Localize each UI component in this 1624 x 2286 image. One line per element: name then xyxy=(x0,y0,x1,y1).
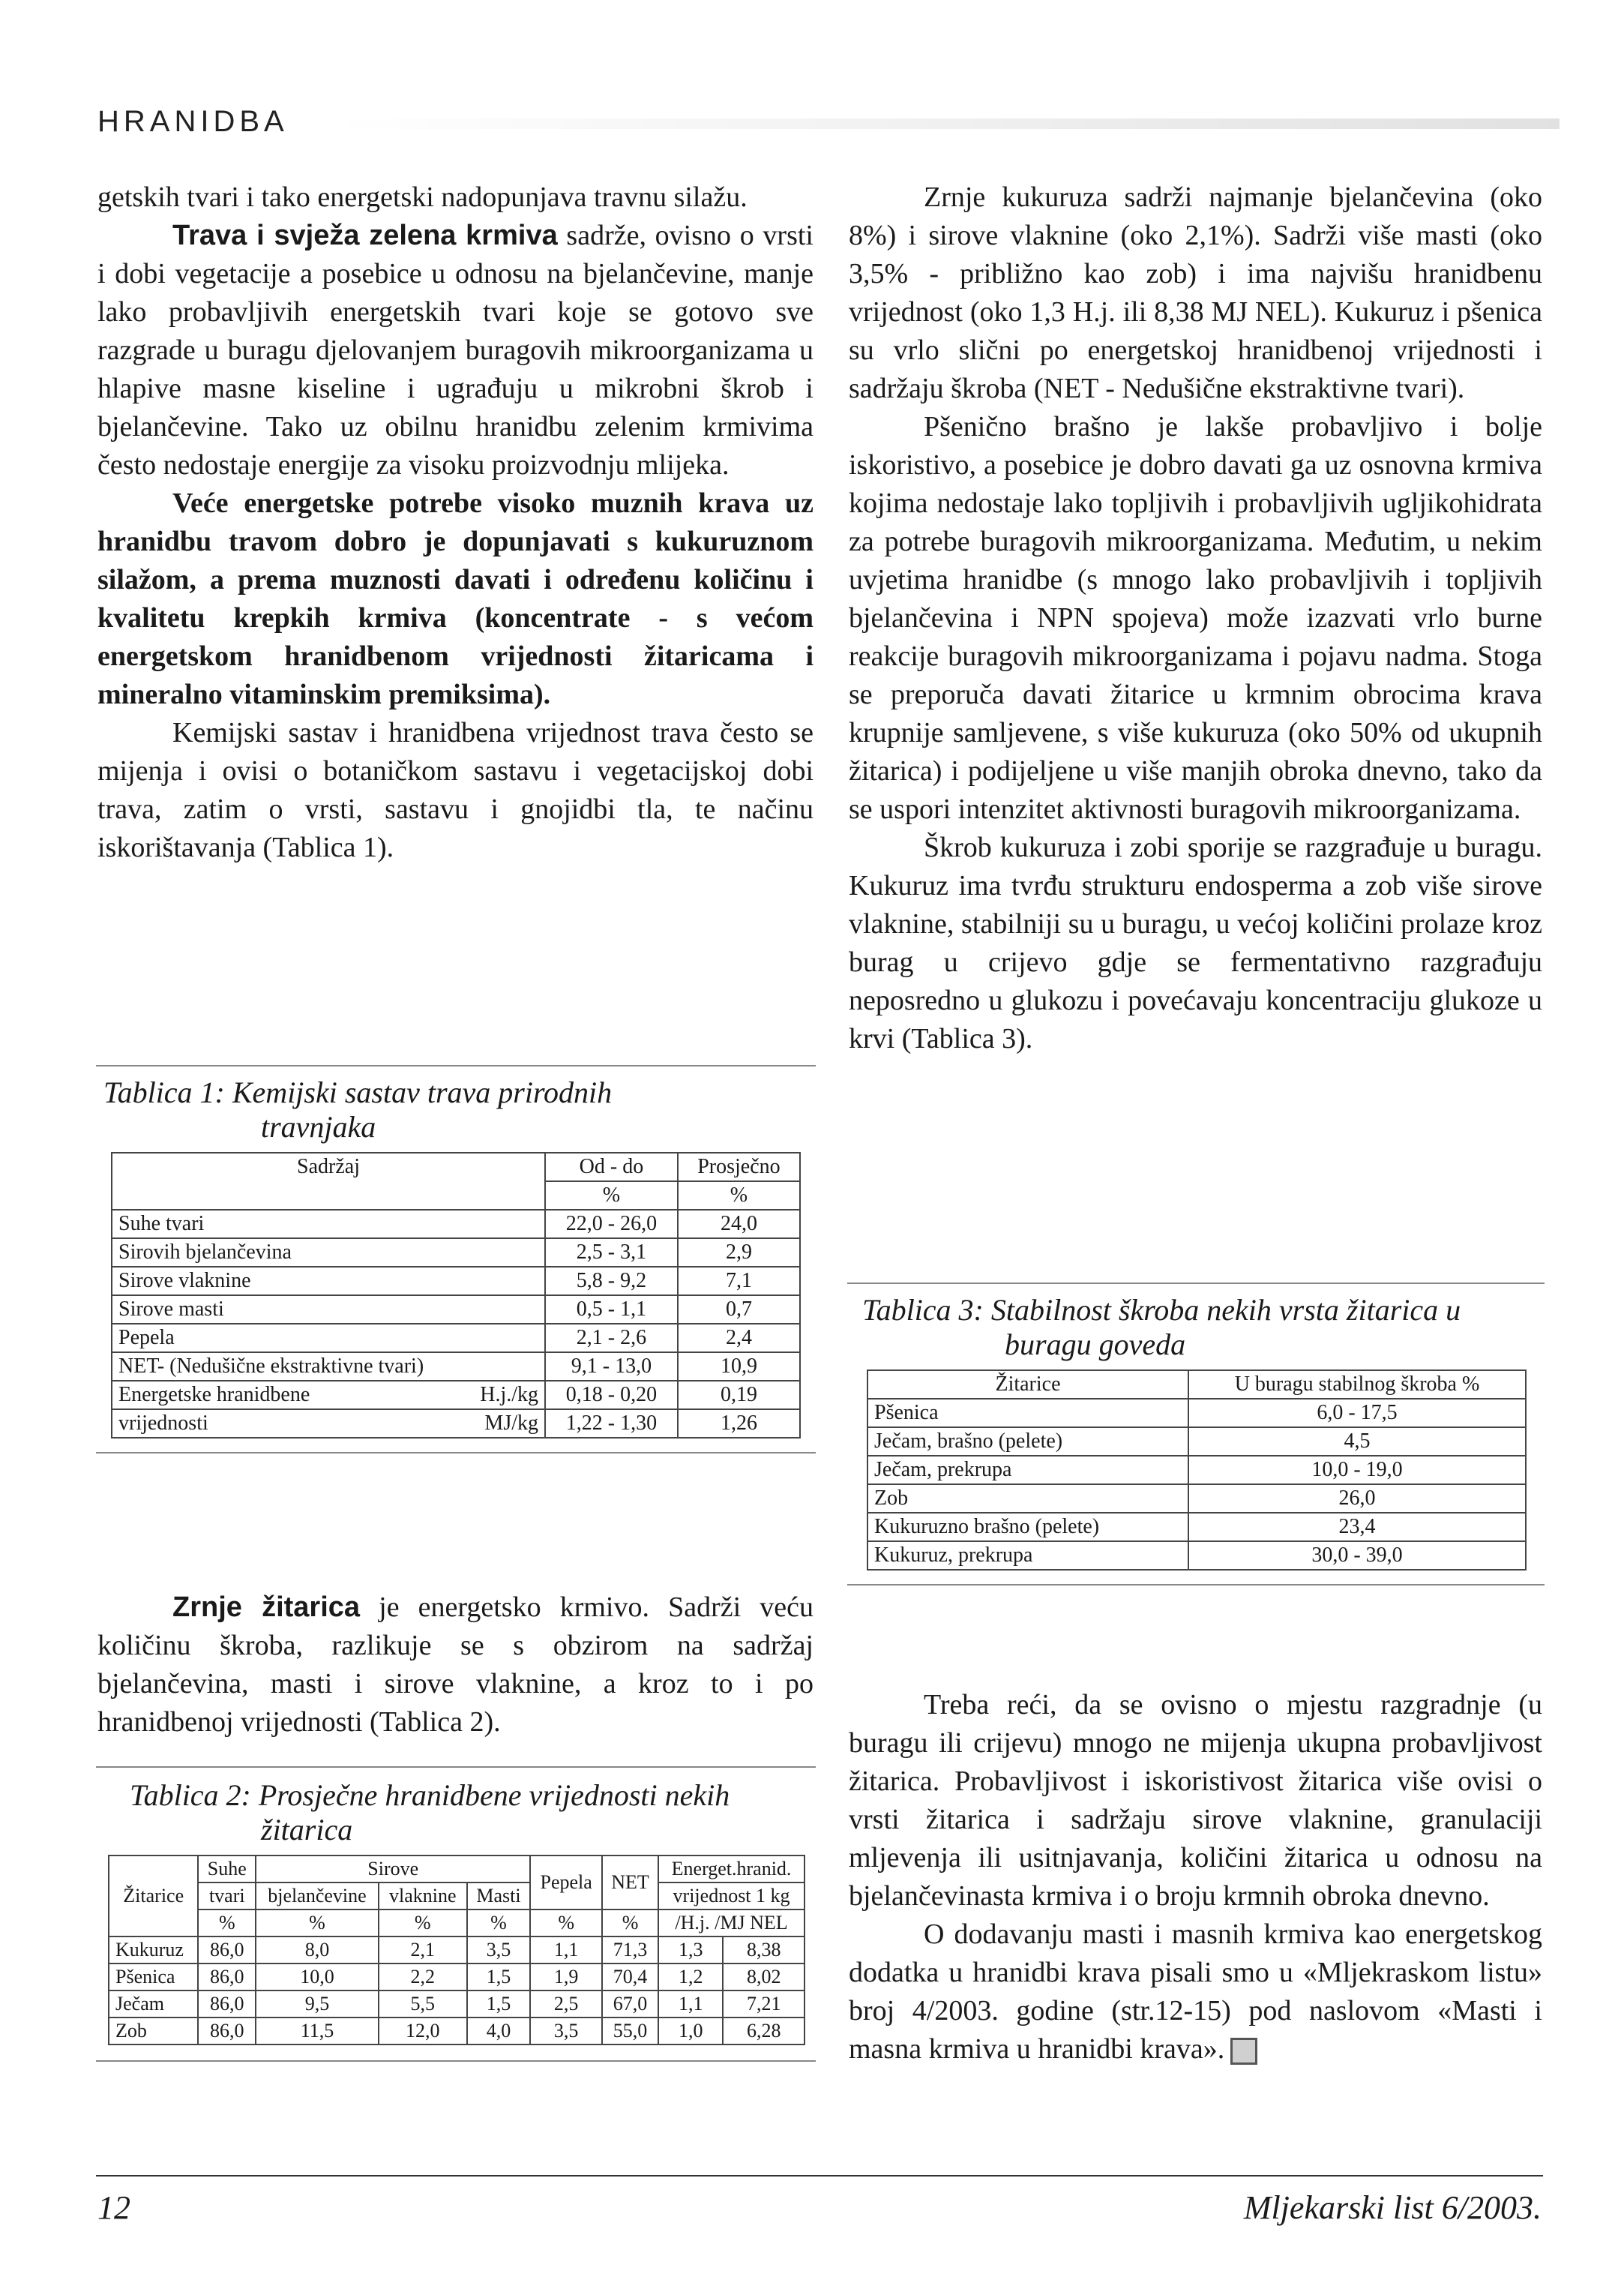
left-paragraph-2-lead: Trava i svježa zelena krmiva xyxy=(172,220,558,251)
table-row xyxy=(867,1399,1526,1427)
left-paragraph-2 xyxy=(97,217,813,484)
t2-pct-bjel: % xyxy=(256,1910,379,1936)
t3-row-value: 4,5 xyxy=(1188,1427,1526,1456)
table-row xyxy=(112,1409,800,1438)
left-column-bottom xyxy=(97,1588,813,1742)
t1-row-avg: 0,7 xyxy=(678,1295,800,1324)
t2-cell: 8,0 xyxy=(256,1936,379,1964)
table-3-box xyxy=(847,1282,1545,1586)
journal-name: Mljekarski list 6/2003. xyxy=(1243,2189,1542,2226)
left-paragraph-5 xyxy=(97,1588,813,1742)
t2-cell: 1,1 xyxy=(530,1936,602,1964)
t2-pct-pepela: % xyxy=(530,1910,602,1936)
t1-row-range: 0,18 - 0,20 xyxy=(545,1381,678,1409)
table-1-box xyxy=(96,1065,816,1454)
footer-rule xyxy=(96,2175,1543,2176)
t1-row-range: 22,0 - 26,0 xyxy=(545,1210,678,1238)
t3-row-name: Ječam, brašno (pelete) xyxy=(867,1427,1188,1456)
t2-header-vlak: vlaknine xyxy=(379,1882,467,1910)
table-1-caption-line1: Tablica 1: Kemijski sastav trava prirodnih xyxy=(103,1076,613,1109)
t3-row-value: 6,0 - 17,5 xyxy=(1188,1399,1526,1427)
t2-cell: 55,0 xyxy=(602,2018,658,2044)
t2-pct-suhe: % xyxy=(198,1910,256,1936)
t1-row-avg: 2,9 xyxy=(678,1238,800,1267)
page-number: 12 xyxy=(97,2189,130,2226)
t2-cell: 9,5 xyxy=(256,1990,379,2018)
left-paragraph-4: Kemijski sastav i hranidbena vrijednost trava često se mijenja i ovisi o botaničkom sastavu i vegetacijskoj dobi trava, zatim o vrsti, sastavu i gnojidbi tla, te načinu iskorištavanja (Tablica 1). xyxy=(97,717,813,863)
t2-pct-net: % xyxy=(602,1910,658,1936)
t2-header-sirove: Sirove xyxy=(256,1856,530,1882)
t2-cell: 3,5 xyxy=(530,2018,602,2044)
t1-row-avg: 10,9 xyxy=(678,1352,800,1381)
table-row xyxy=(112,1210,800,1238)
t1-header-oddo: Od - do xyxy=(545,1153,678,1181)
table-row xyxy=(112,1238,800,1267)
table-row xyxy=(112,1352,800,1381)
t1-unit1: H.j./kg xyxy=(480,1383,538,1406)
t3-header-zitarice: Žitarice xyxy=(867,1370,1188,1399)
left-paragraph-1: getskih tvari i tako energetski nadopunjava travnu silažu. xyxy=(97,182,748,213)
t2-header-suhe1: Suhe xyxy=(198,1856,256,1882)
t2-header-net: NET xyxy=(602,1856,658,1910)
t1-energy-cell-2 xyxy=(112,1409,545,1438)
right-paragraph-5-body: O dodavanju masti i masnih krmiva kao energetskog dodatka u hranidbi krava pisali smo u «Mljekraskom listu» broj 4/2003. godine (str.12-15) pod naslovom «Masti i masna krmiva u hranidbi krava». xyxy=(849,1918,1542,2065)
t2-header-energ2: vrijednost 1 kg xyxy=(658,1882,805,1910)
t2-cell: 1,5 xyxy=(467,1964,531,1990)
t1-row-label: Sirovih bjelančevina xyxy=(112,1238,545,1267)
t2-cell: 10,0 xyxy=(256,1964,379,1990)
t1-energy-cell-1 xyxy=(112,1381,545,1409)
header-rule xyxy=(330,118,1560,129)
t1-row-range: 0,5 - 1,1 xyxy=(545,1295,678,1324)
t1-header-pct2: % xyxy=(678,1181,800,1210)
t2-cell: 2,1 xyxy=(379,1936,467,1964)
t1-row-avg: 2,4 xyxy=(678,1324,800,1352)
t2-cell: 70,4 xyxy=(602,1964,658,1990)
right-paragraph-1: Zrnje kukuruza sadrži najmanje bjelančevina (oko 8%) i sirove vlaknine (oko 2,1%). Sadrži više masti (oko 3,5% - približno kao zob) i ima najvišu hranidbenu vrijednost (oko 1,3 H.j. ili 8,38 MJ NEL). Kukuruz i pšenica su vrlo slični po energetskoj hranidbenoj vrijednosti i sadržaju škroba (NET - Nedušične ekstraktivne tvari). xyxy=(849,182,1542,404)
table-1-caption xyxy=(103,1076,816,1144)
t3-row-name: Pšenica xyxy=(867,1399,1188,1427)
t1-unit2: MJ/kg xyxy=(484,1412,538,1435)
t2-header-hj: /H.j. /MJ NEL xyxy=(658,1910,805,1936)
t2-cell: 1,9 xyxy=(530,1964,602,1990)
t2-header-masti: Masti xyxy=(467,1882,531,1910)
table-2-caption xyxy=(130,1778,816,1847)
t2-cell: 8,38 xyxy=(723,1936,805,1964)
t2-cell: 3,5 xyxy=(467,1936,531,1964)
t2-cell: 2,5 xyxy=(530,1990,602,2018)
t1-row-label: Sirove masti xyxy=(112,1295,545,1324)
t2-row-name: Ječam xyxy=(109,1990,198,2018)
t3-row-value: 23,4 xyxy=(1188,1513,1526,1541)
t2-cell: 7,21 xyxy=(723,1990,805,2018)
table-2-box xyxy=(96,1766,816,2062)
table-3-caption-line2: buragu goveda xyxy=(1005,1328,1186,1361)
t3-header-stabilnost: U buragu stabilnog škroba % xyxy=(1188,1370,1526,1399)
t2-cell: 67,0 xyxy=(602,1990,658,2018)
t2-row-name: Pšenica xyxy=(109,1964,198,1990)
t2-row-name: Zob xyxy=(109,2018,198,2044)
table-row xyxy=(867,1456,1526,1484)
t1-row-avg: 1,26 xyxy=(678,1409,800,1438)
right-paragraph-2: Pšenično brašno je lakše probavljivo i bolje iskoristivo, a posebice je dobro davati ga uz osnovna krmiva kojima nedostaje lako topljivih i probavljivih ugljikohidrata za potrebe buragovih mikroorganizama. Međutim, u nekim uvjetima hranidbe (s mnogo lako probavljivih i topljivih bjelančevina i NPN spojeva) može izazvati vrlo burne reakcije buragovih mikroorganizama i pojavu nadma. Stoga se preporuča davati žitarice u krmnim obrocima krava krupnije samljevene, s više kukuruza (oko 50% od ukupnih žitarica) i podijeljene u više manjih obroka dnevno, tako da se uspori intenzitet aktivnosti buragovih mikroorganizama. xyxy=(849,411,1542,825)
t2-cell: 1,3 xyxy=(658,1936,723,1964)
right-paragraph-4: Treba reći, da se ovisno o mjestu razgradnje (u buragu ili crijevu) mnogo ne mijenja ukupna probavljivost žitarica. Probavljivost i iskoristivost žitarica više ovisi o vrsti žitarica i sadržaju sirove vlaknine, granulaciji mljevenja ili usitnjavanja, količini žitarica u odnosu na bjelančevinasta krmiva i o broju krmnih obroka dnevno. xyxy=(849,1689,1542,1912)
t2-cell: 5,5 xyxy=(379,1990,467,2018)
t1-row-avg: 7,1 xyxy=(678,1267,800,1295)
t1-header-prosjecno: Prosječno xyxy=(678,1153,800,1181)
table-3-caption xyxy=(862,1293,1545,1362)
t2-header-bjel: bjelančevine xyxy=(256,1882,379,1910)
t3-row-name: Kukuruz, prekrupa xyxy=(867,1541,1188,1570)
t2-pct-masti: % xyxy=(467,1910,531,1936)
t1-row-avg: 0,19 xyxy=(678,1381,800,1409)
t1-row-label: Sirove vlaknine xyxy=(112,1267,545,1295)
t3-row-name: Ječam, prekrupa xyxy=(867,1456,1188,1484)
table-3 xyxy=(867,1370,1527,1570)
table-3-caption-line1: Tablica 3: Stabilnost škroba nekih vrsta žitarica u xyxy=(862,1293,1461,1327)
right-paragraph-5 xyxy=(849,1916,1542,2068)
right-paragraph-3: Škrob kukuruza i zobi sporije se razgrađuje u buragu. Kukuruz ima tvrđu strukturu endosperma a zob više sirove vlaknine, stabilniji su u buragu, u većoj količini prolaze kroz burag u crijevo gdje se fermentativno razgrađuju neposredno u glukozu i povećavaju koncentraciju glukoze u krvi (Tablica 3). xyxy=(849,832,1542,1054)
table-row xyxy=(109,2018,805,2044)
t1-row-range: 1,22 - 1,30 xyxy=(545,1409,678,1438)
t2-cell: 12,0 xyxy=(379,2018,467,2044)
section-title: HRANIDBA xyxy=(97,105,289,138)
t2-pct-vlak: % xyxy=(379,1910,467,1936)
t2-header-suhe2: tvari xyxy=(198,1882,256,1910)
t2-cell: 1,0 xyxy=(658,2018,723,2044)
table-1 xyxy=(111,1152,801,1438)
t2-cell: 1,2 xyxy=(658,1964,723,1990)
table-row xyxy=(109,1936,805,1964)
table-1-caption-line2: travnjaka xyxy=(261,1110,376,1144)
t2-cell: 71,3 xyxy=(602,1936,658,1964)
table-row xyxy=(867,1427,1526,1456)
t2-cell: 1,1 xyxy=(658,1990,723,2018)
left-column-top xyxy=(97,178,813,867)
t2-cell: 86,0 xyxy=(198,1936,256,1964)
t3-row-value: 10,0 - 19,0 xyxy=(1188,1456,1526,1484)
right-column-bottom xyxy=(849,1686,1542,2068)
t2-cell: 8,02 xyxy=(723,1964,805,1990)
table-row xyxy=(112,1381,800,1409)
table-row xyxy=(867,1513,1526,1541)
t1-header-pct1: % xyxy=(545,1181,678,1210)
t3-row-name: Zob xyxy=(867,1484,1188,1513)
t2-cell: 6,28 xyxy=(723,2018,805,2044)
t1-row-range: 2,1 - 2,6 xyxy=(545,1324,678,1352)
t2-cell: 11,5 xyxy=(256,2018,379,2044)
table-row xyxy=(112,1295,800,1324)
t2-header-zitarice: Žitarice xyxy=(109,1856,198,1936)
t2-row-name: Kukuruz xyxy=(109,1936,198,1964)
left-paragraph-5-lead: Zrnje žitarica xyxy=(172,1592,361,1623)
left-paragraph-2-body: sadrže, ovisno o vrsti i dobi vegetacije a posebice u odnosu na bjelančevine, manje lako probavljivih energetskih tvari koje se gotovo sve razgrade u buragu djelovanjem buragovih mikroorganizama u hlapive masne kiseline i ugrađuju u mikrobni škrob i bjelančevine. Tako uz obilnu hranidbu zelenim krmivima često nedostaje energije za visoku proizvodnju mlijeka. xyxy=(97,220,813,481)
t2-cell: 4,0 xyxy=(467,2018,531,2044)
t1-row-label: Pepela xyxy=(112,1324,545,1352)
t1-energy-label2: vrijednosti xyxy=(118,1412,208,1435)
table-row xyxy=(109,1964,805,1990)
t3-row-value: 30,0 - 39,0 xyxy=(1188,1541,1526,1570)
t2-cell: 2,2 xyxy=(379,1964,467,1990)
t1-header-sadrzaj: Sadržaj xyxy=(112,1153,545,1210)
table-2-caption-line2: žitarica xyxy=(261,1813,353,1846)
table-row xyxy=(867,1484,1526,1513)
t1-row-range: 9,1 - 13,0 xyxy=(545,1352,678,1381)
left-paragraph-3: Veće energetske potrebe visoko muznih krava uz hranidbu travom dobro je dopunjavati s kukuruznom silažom, a prema muznosti davati i određenu količinu i kvalitetu krepkih krmiva (koncentrate - s većom energetskom hranidbenom vrijednosti žitaricama i mineralno vitaminskim premiksima). xyxy=(97,488,813,710)
t1-row-avg: 24,0 xyxy=(678,1210,800,1238)
left-paragraph-5-body: je energetsko krmivo. Sadrži veću količinu škroba, razlikuje se s obzirom na sadržaj bjelančevina, masti i sirove vlaknine, a kroz to i po hranidbenoj vrijednosti (Tablica 2). xyxy=(97,1592,813,1738)
right-column-top xyxy=(849,178,1542,1058)
t1-row-label: Suhe tvari xyxy=(112,1210,545,1238)
table-row xyxy=(112,1324,800,1352)
t2-cell: 86,0 xyxy=(198,1964,256,1990)
t2-header-pepela: Pepela xyxy=(530,1856,602,1910)
table-row xyxy=(112,1267,800,1295)
t1-energy-label1: Energetske hranidbene xyxy=(118,1383,310,1406)
t1-row-range: 5,8 - 9,2 xyxy=(545,1267,678,1295)
table-row xyxy=(109,1990,805,2018)
t1-row-label: NET- (Nedušične ekstraktivne tvari) xyxy=(112,1352,545,1381)
t1-row-range: 2,5 - 3,1 xyxy=(545,1238,678,1267)
t2-cell: 86,0 xyxy=(198,2018,256,2044)
t3-row-value: 26,0 xyxy=(1188,1484,1526,1513)
t2-header-energ1: Energet.hranid. xyxy=(658,1856,805,1882)
t2-cell: 86,0 xyxy=(198,1990,256,2018)
table-2 xyxy=(108,1855,805,2045)
table-2-caption-line1: Tablica 2: Prosječne hranidbene vrijednosti nekih xyxy=(130,1778,730,1812)
t3-row-name: Kukuruzno brašno (pelete) xyxy=(867,1513,1188,1541)
t2-cell: 1,5 xyxy=(467,1990,531,2018)
end-of-article-square-icon xyxy=(1230,2038,1257,2065)
table-row xyxy=(867,1541,1526,1570)
